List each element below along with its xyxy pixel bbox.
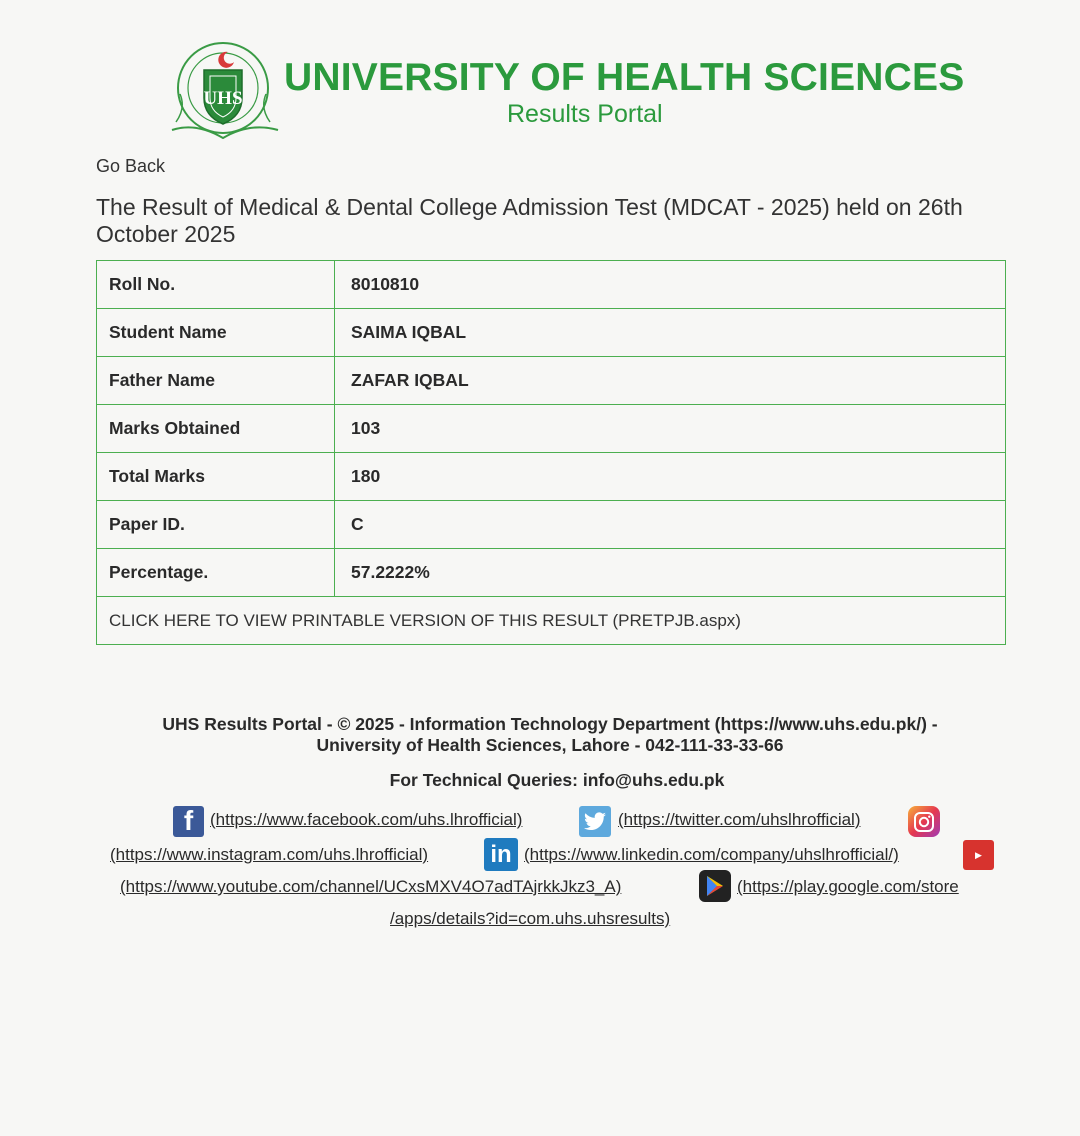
instagram-icon[interactable] xyxy=(908,806,940,837)
total-marks-value: 180 xyxy=(335,453,1006,501)
table-row xyxy=(97,549,1006,597)
twitter-link[interactable]: (https://twitter.com/uhslhrofficial) xyxy=(618,810,861,829)
go-back-link[interactable]: Go Back xyxy=(96,156,166,176)
twitter-icon[interactable] xyxy=(579,806,611,837)
student-name-value: SAIMA IQBAL xyxy=(335,309,1006,357)
table-row xyxy=(97,597,1006,645)
instagram-link[interactable]: (https://www.instagram.com/uhs.lhrofficial) xyxy=(110,845,429,864)
row-label: Father Name xyxy=(97,357,335,405)
play-store-link-part-1[interactable]: (https://play.google.com/store xyxy=(737,877,959,896)
linkedin-icon[interactable]: in xyxy=(484,838,518,871)
facebook-link[interactable]: (https://www.facebook.com/uhs.lhrofficial) xyxy=(210,810,523,829)
result-heading: The Result of Medical & Dental College Admission Test (MDCAT - 2025) held on 26th October 2025 xyxy=(96,194,963,247)
father-name-value: ZAFAR IQBAL xyxy=(335,357,1006,405)
result-table xyxy=(96,260,1006,645)
table-row xyxy=(97,501,1006,549)
table-row xyxy=(97,453,1006,501)
page-title: UNIVERSITY OF HEALTH SCIENCES xyxy=(284,56,965,99)
row-label: Marks Obtained xyxy=(97,405,335,453)
row-label: Student Name xyxy=(97,309,335,357)
linkedin-link[interactable]: (https://www.linkedin.com/company/uhslhrofficial/) xyxy=(524,845,899,864)
roll-number-value: 8010810 xyxy=(335,261,1006,309)
play-store-link-part-2[interactable]: /apps/details?id=com.uhs.uhsresults) xyxy=(390,909,671,928)
table-row xyxy=(97,309,1006,357)
youtube-icon-glyph: ▶ xyxy=(975,850,982,860)
percentage-value: 57.2222% xyxy=(335,549,1006,597)
svg-text:UHS: UHS xyxy=(203,88,243,109)
site-header xyxy=(166,38,966,148)
footer-line-2: University of Health Sciences, Lahore - 042-111-33-33-66 xyxy=(316,735,784,755)
footer-copyright xyxy=(90,714,1010,756)
printable-version-link[interactable]: CLICK HERE TO VIEW PRINTABLE VERSION OF THIS RESULT (PRETPJB.aspx) xyxy=(97,597,1006,645)
page-subtitle: Results Portal xyxy=(507,100,663,128)
row-label: Percentage. xyxy=(97,549,335,597)
paper-id-value: C xyxy=(335,501,1006,549)
technical-queries: For Technical Queries: info@uhs.edu.pk xyxy=(389,770,725,790)
uhs-logo-icon xyxy=(166,38,284,148)
facebook-icon[interactable]: f xyxy=(173,806,204,837)
table-row xyxy=(97,357,1006,405)
row-label: Total Marks xyxy=(97,453,335,501)
youtube-link[interactable]: (https://www.youtube.com/channel/UCxsMXV4O7adTAjrkkJkz3_A) xyxy=(120,877,622,896)
footer-line-1: UHS Results Portal - © 2025 - Information Technology Department (https://www.uhs.edu.pk/) - xyxy=(162,714,938,734)
marks-obtained-value: 103 xyxy=(335,405,1006,453)
table-row xyxy=(97,405,1006,453)
row-label: Roll No. xyxy=(97,261,335,309)
table-row xyxy=(97,261,1006,309)
youtube-icon[interactable] xyxy=(963,840,994,870)
play-store-icon[interactable] xyxy=(699,870,731,902)
row-label: Paper ID. xyxy=(97,501,335,549)
